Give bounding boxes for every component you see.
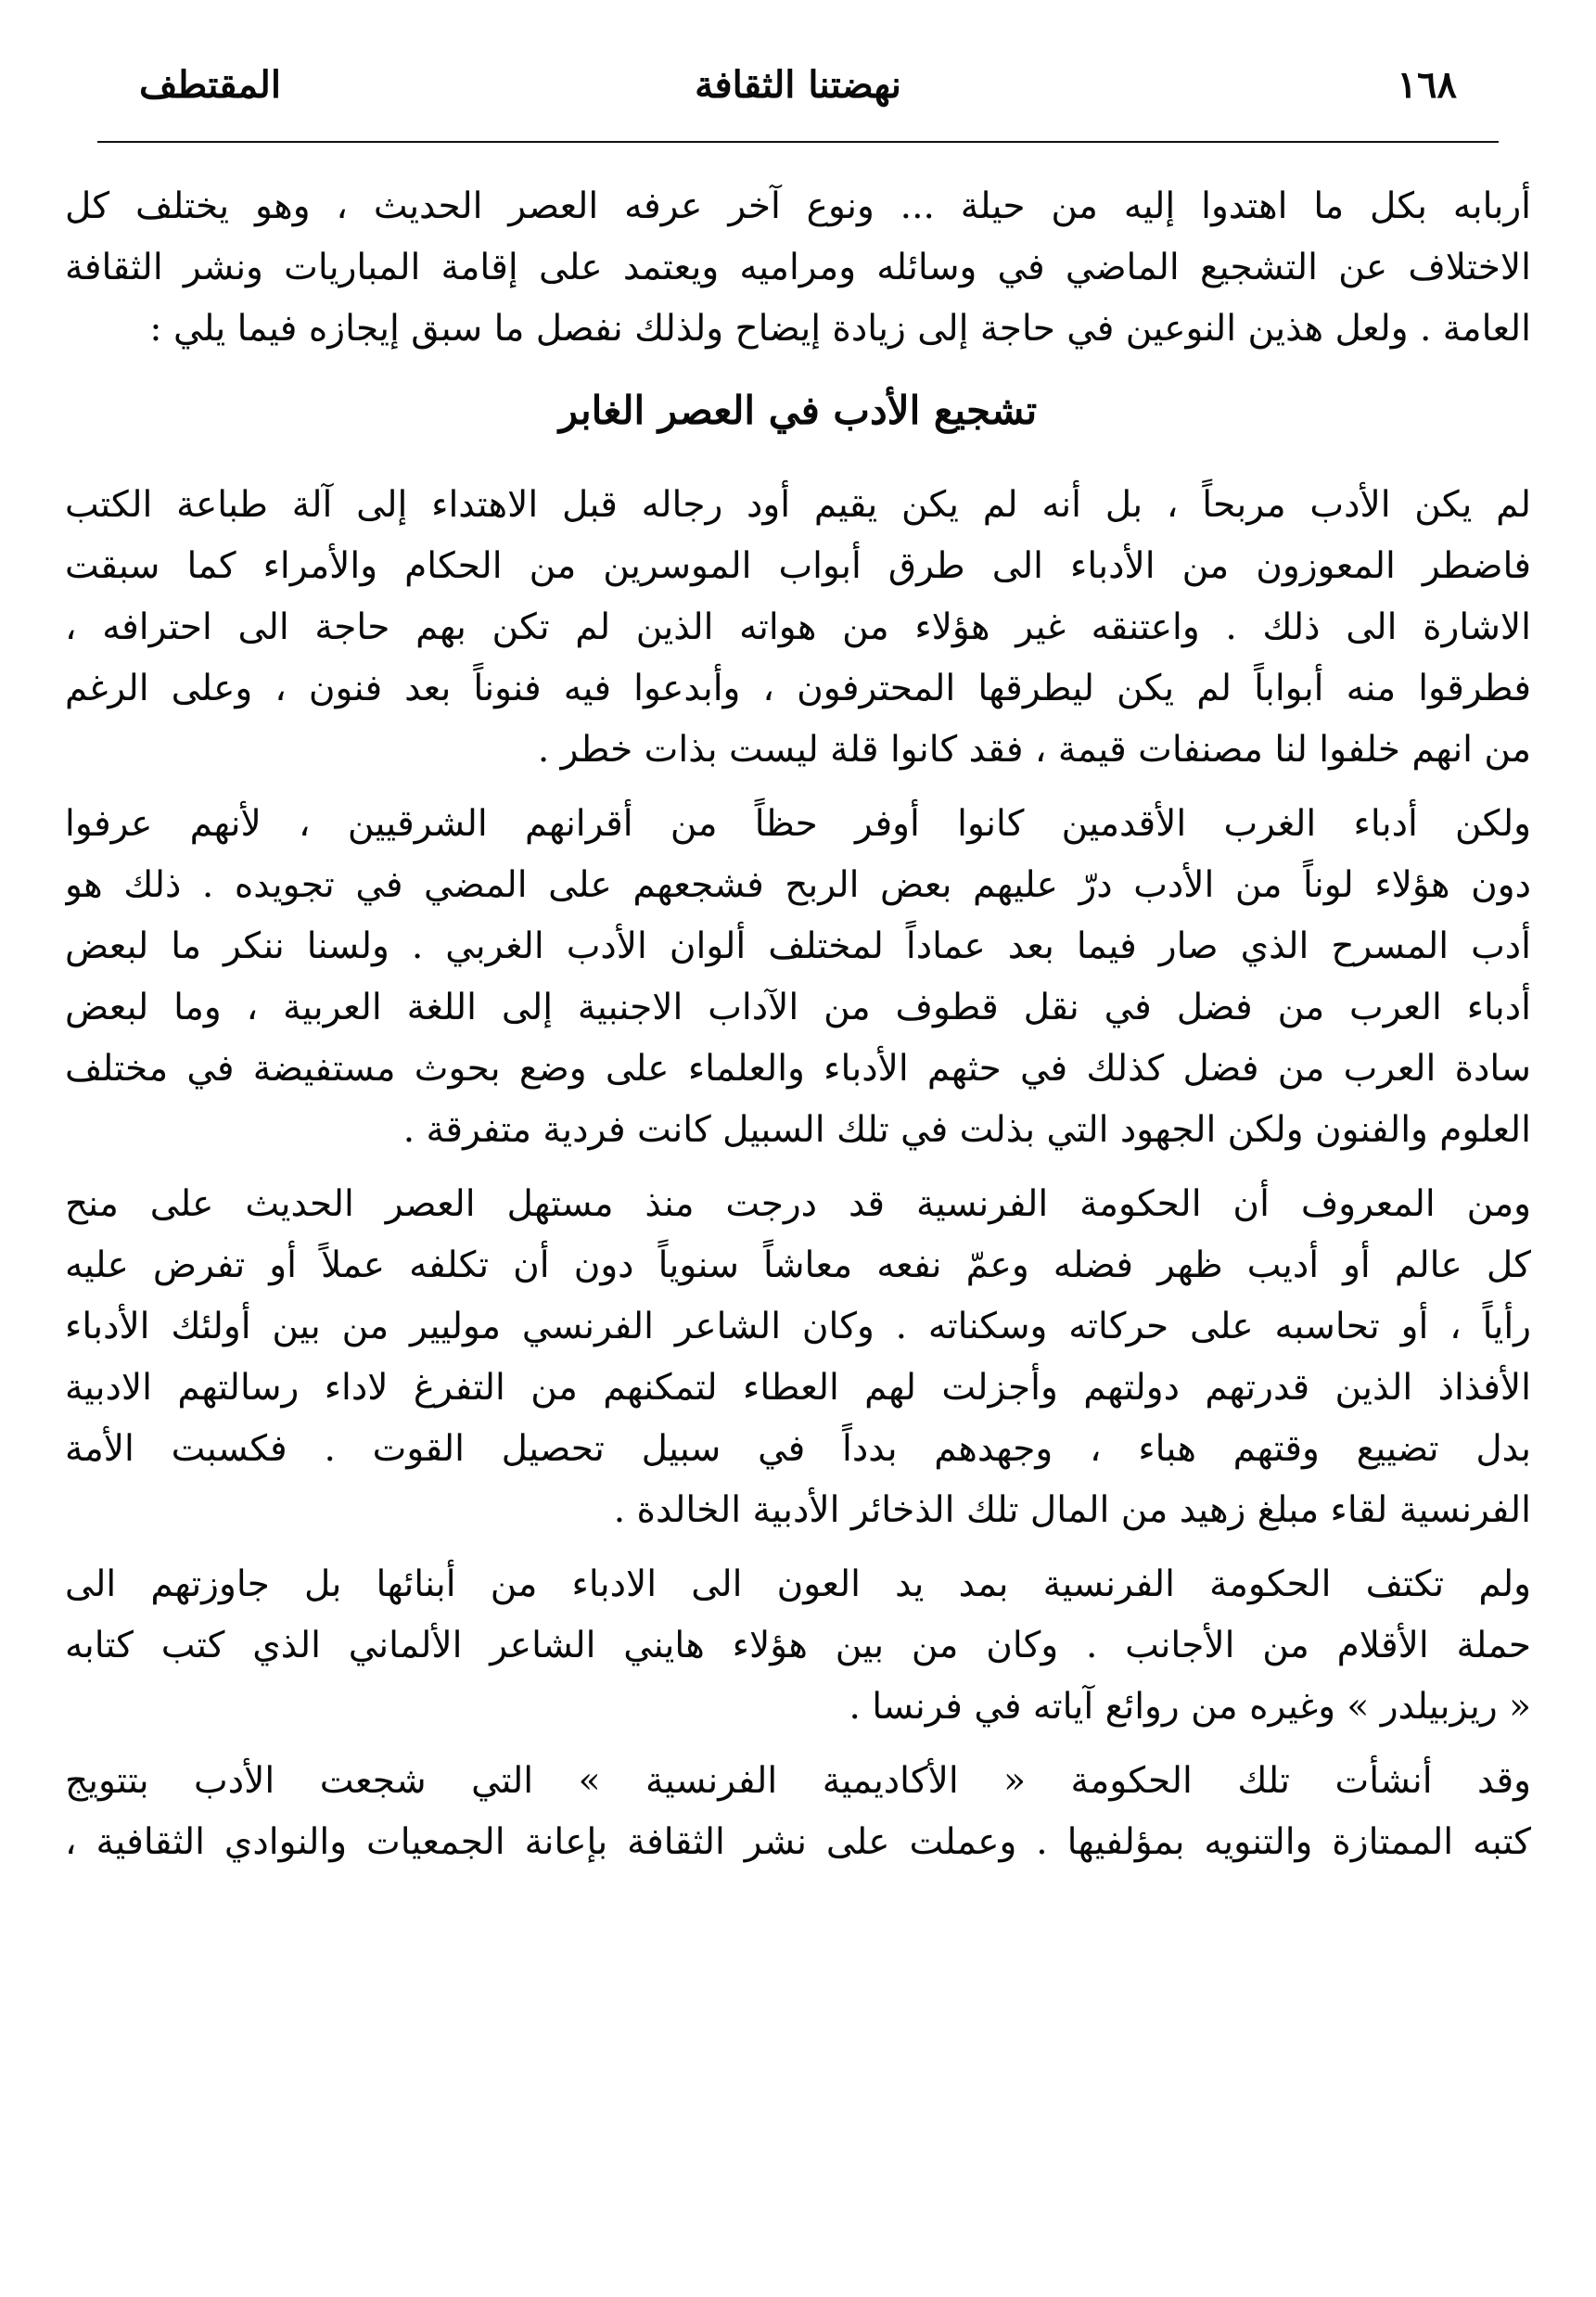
text-line: سادة العرب من فضل كذلك في حثهم الأدباء والعلماء على وضع بحوث مستفيضة في مختلف [65, 1048, 1531, 1090]
article-title: نهضتنا الثقافة [695, 63, 901, 107]
section-heading: تشجيع الأدب في العصر الغابر [558, 388, 1038, 433]
text-line: كل عالم أو أديب ظهر فضله وعمّ نفعه معاشاً سنوياً دون أن تكلفه عملاً أو تفرض عليه [65, 1244, 1531, 1286]
text-line: ومن المعروف أن الحكومة الفرنسية قد درجت منذ مستهل العصر الحديث على منح [65, 1183, 1531, 1225]
running-header [139, 57, 1457, 113]
text-line: أربابه بكل ما اهتدوا إليه من حيلة ... ونوع آخر عرفه العصر الحديث ، وهو يختلف كل [65, 185, 1531, 227]
article-body [65, 176, 1531, 1886]
paragraph [65, 176, 1531, 360]
text-line: أدباء العرب من فضل في نقل قطوف من الآداب الاجنبية إلى اللغة العربية ، وما لبعض [65, 987, 1531, 1028]
text-line: العامة . ولعل هذين النوعين في حاجة إلى زيادة إيضاح ولذلك نفصل ما سبق إيجازه فيما يلي : [149, 308, 1531, 350]
text-line: لم يكن الأدب مربحاً ، بل أنه لم يكن يقيم أود رجاله قبل الاهتداء إلى آلة طباعة الكتب [65, 484, 1531, 526]
paragraph [65, 1174, 1531, 1541]
text-line: « ريزبيلدر » وغيره من روائع آياته في فرنسا . [849, 1686, 1531, 1728]
text-line: أدب المسرح الذي صار فيما بعد عماداً لمختلف ألوان الأدب الغربي . ولسنا ننكر ما لبعض [65, 925, 1531, 967]
header-rule [97, 141, 1499, 143]
journal-name: المقتطف [139, 63, 281, 107]
text-line: فطرقوا منه أبواباً لم يكن ليطرقها المحترفون ، وأبدعوا فيه فنوناً بعد فنون ، وعلى الرغم [65, 668, 1531, 709]
text-line: الاختلاف عن التشجيع الماضي في وسائله ومراميه ويعتمد على إقامة المباريات ونشر الثقافة [65, 247, 1531, 288]
text-line: فاضطر المعوزون من الأدباء الى طرق أبواب الموسرين من الحكام والأمراء كما سبقت [65, 545, 1531, 587]
text-line: حملة الأقلام من الأجانب . وكان من بين هؤلاء هايني الشاعر الألماني الذي كتب كتابه [65, 1625, 1531, 1666]
text-line: الأفذاذ الذين قدرتهم دولتهم وأجزلت لهم العطاء لتمكنهم من التفرغ لاداء رسالتهم الادبية [65, 1367, 1531, 1409]
text-line: ولكن أدباء الغرب الأقدمين كانوا أوفر حظاً من أقرانهم الشرقيين ، لأنهم عرفوا [65, 803, 1531, 845]
text-line: وقد أنشأت تلك الحكومة « الأكاديمية الفرنسية » التي شجعت الأدب بتتويج [65, 1760, 1531, 1802]
paragraph [65, 794, 1531, 1161]
page-number: ١٦٨ [1397, 63, 1457, 107]
text-line: ولم تكتف الحكومة الفرنسية بمد يد العون الى الادباء من أبنائها بل جاوزتهم الى [65, 1563, 1531, 1605]
text-line: كتبه الممتازة والتنويه بمؤلفيها . وعملت على نشر الثقافة بإعانة الجمعيات والنوادي الثقافية ، [65, 1821, 1531, 1863]
text-line: رأياً ، أو تحاسبه على حركاته وسكناته . وكان الشاعر الفرنسي موليير من بين أولئك الأدباء [65, 1306, 1531, 1347]
text-line: بدل تضييع وقتهم هباء ، وجهدهم بدداً في سبيل تحصيل القوت . فكسبت الأمة [65, 1428, 1531, 1470]
paragraph [65, 475, 1531, 781]
text-line: العلوم والفنون ولكن الجهود التي بذلت في تلك السبيل كانت فردية متفرقة . [402, 1109, 1531, 1151]
text-line: الاشارة الى ذلك . واعتنقه غير هؤلاء من هواته الذين لم تكن بهم حاجة الى احترافه ، [65, 606, 1531, 648]
paragraph [65, 1554, 1531, 1738]
text-line: دون هؤلاء لوناً من الأدب درّ عليهم بعض الربح فشجعهم على المضي في تجويده . ذلك هو [65, 864, 1531, 906]
text-line: الفرنسية لقاء مبلغ زهيد من المال تلك الذخائر الأدبية الخالدة . [613, 1489, 1531, 1531]
text-line: من انهم خلفوا لنا مصنفات قيمة ، فقد كانوا قلة ليست بذات خطر . [537, 729, 1531, 771]
paragraph [65, 1751, 1531, 1873]
